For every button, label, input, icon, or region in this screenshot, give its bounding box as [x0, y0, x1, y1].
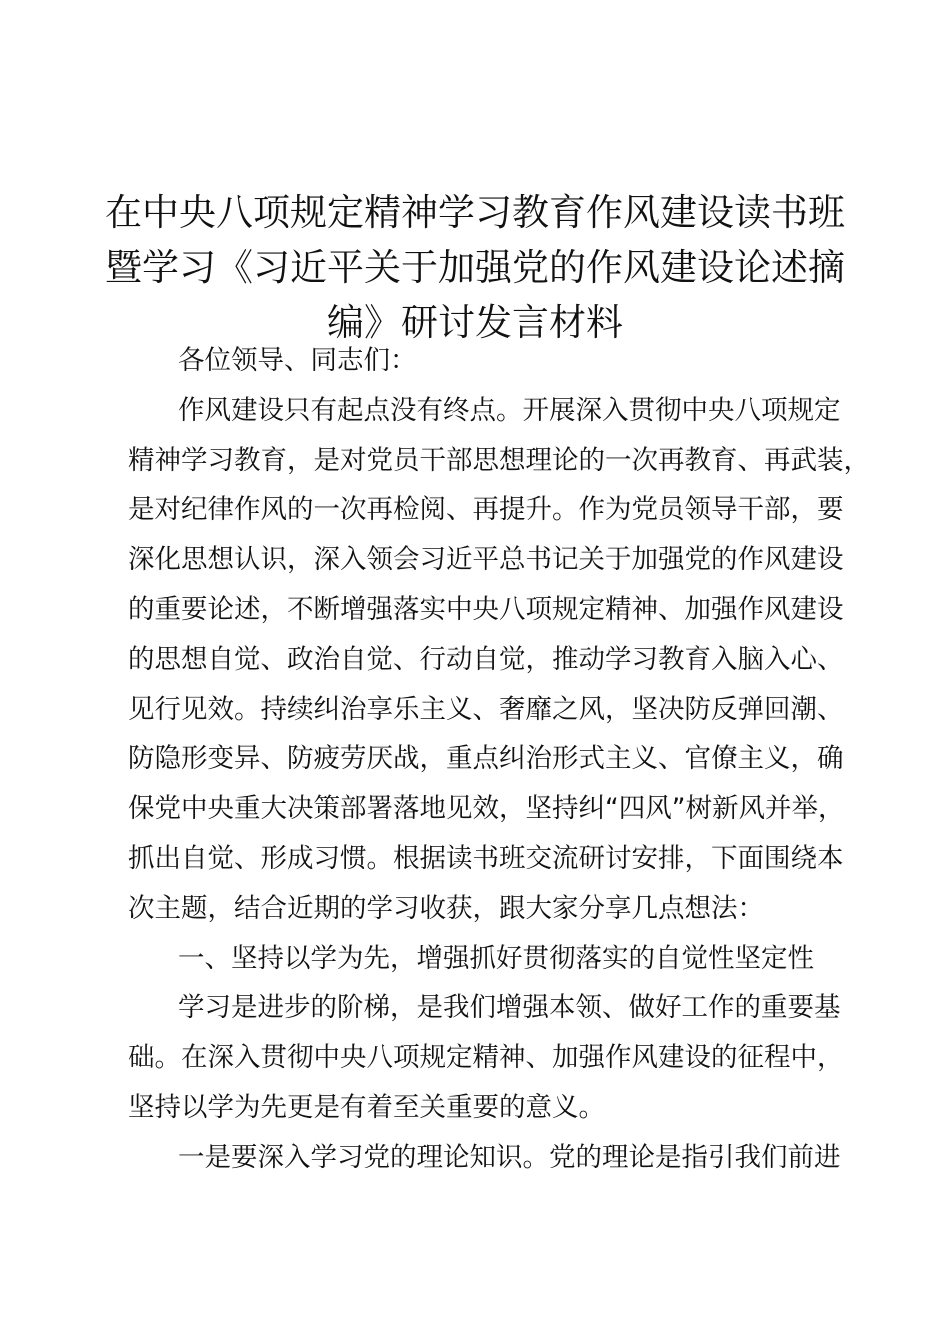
- paragraph-intro: [128, 386, 870, 934]
- paragraph-line: 保党中央重大决策部署落地见效，坚持纠“四风”树新风并举，: [128, 793, 845, 825]
- paragraph-line: 础。在深入贯彻中央八项规定精神、加强作风建设的征程中，: [128, 1042, 844, 1074]
- paragraph-line: 是对纪律作风的一次再检阅、再提升。作为党员领导干部，要: [128, 494, 844, 526]
- paragraph-line: 一是要深入学习党的理论知识。党的理论是指引我们前进: [178, 1141, 841, 1173]
- paragraph-learning: [128, 983, 844, 1132]
- paragraph-line: 的重要论述，不断增强落实中央八项规定精神、加强作风建设: [128, 593, 844, 625]
- salutation: [128, 336, 840, 386]
- paragraph-line: 抓出自觉、形成习惯。根据读书班交流研讨安排，下面围绕本: [128, 842, 844, 874]
- paragraph-line: 作风建设只有起点没有终点。开展深入贯彻中央八项规定: [178, 394, 841, 426]
- document-body: [128, 336, 870, 1183]
- paragraph-theory: [128, 1133, 840, 1183]
- document-title: [100, 185, 850, 350]
- paragraph-line: 深化思想认识，深入领会习近平总书记关于加强党的作风建设: [128, 544, 844, 576]
- paragraph-line: 坚持以学为先更是有着至关重要的意义。: [128, 1091, 605, 1123]
- paragraph-line: 学习是进步的阶梯，是我们增强本领、做好工作的重要基: [178, 992, 841, 1024]
- title-line: 暨学习《习近平关于加强党的作风建设论述摘: [105, 245, 845, 289]
- paragraph-line: 防隐形变异、防疲劳厌战，重点纠治形式主义、官僚主义，确: [128, 743, 844, 775]
- paragraph-line: 见行见效。持续纠治享乐主义、奢靡之风，坚决防反弹回潮、: [128, 693, 844, 725]
- paragraph-line: 次主题，结合近期的学习收获，跟大家分享几点想法：: [128, 892, 764, 924]
- paragraph-line: 的思想自觉、政治自觉、行动自觉，推动学习教育入脑入心、: [128, 643, 844, 675]
- salutation-text: 各位领导、同志们：: [178, 345, 417, 376]
- title-line: 编》研讨发言材料: [327, 300, 623, 344]
- title-line: 在中央八项规定精神学习教育作风建设读书班: [105, 190, 845, 234]
- paragraph-line: 精神学习教育，是对党员干部思想理论的一次再教育、再武装，: [128, 444, 870, 476]
- section-heading-1: [128, 934, 840, 984]
- heading-text: 一、坚持以学为先，增强抓好贯彻落实的自觉性坚定性: [178, 942, 814, 974]
